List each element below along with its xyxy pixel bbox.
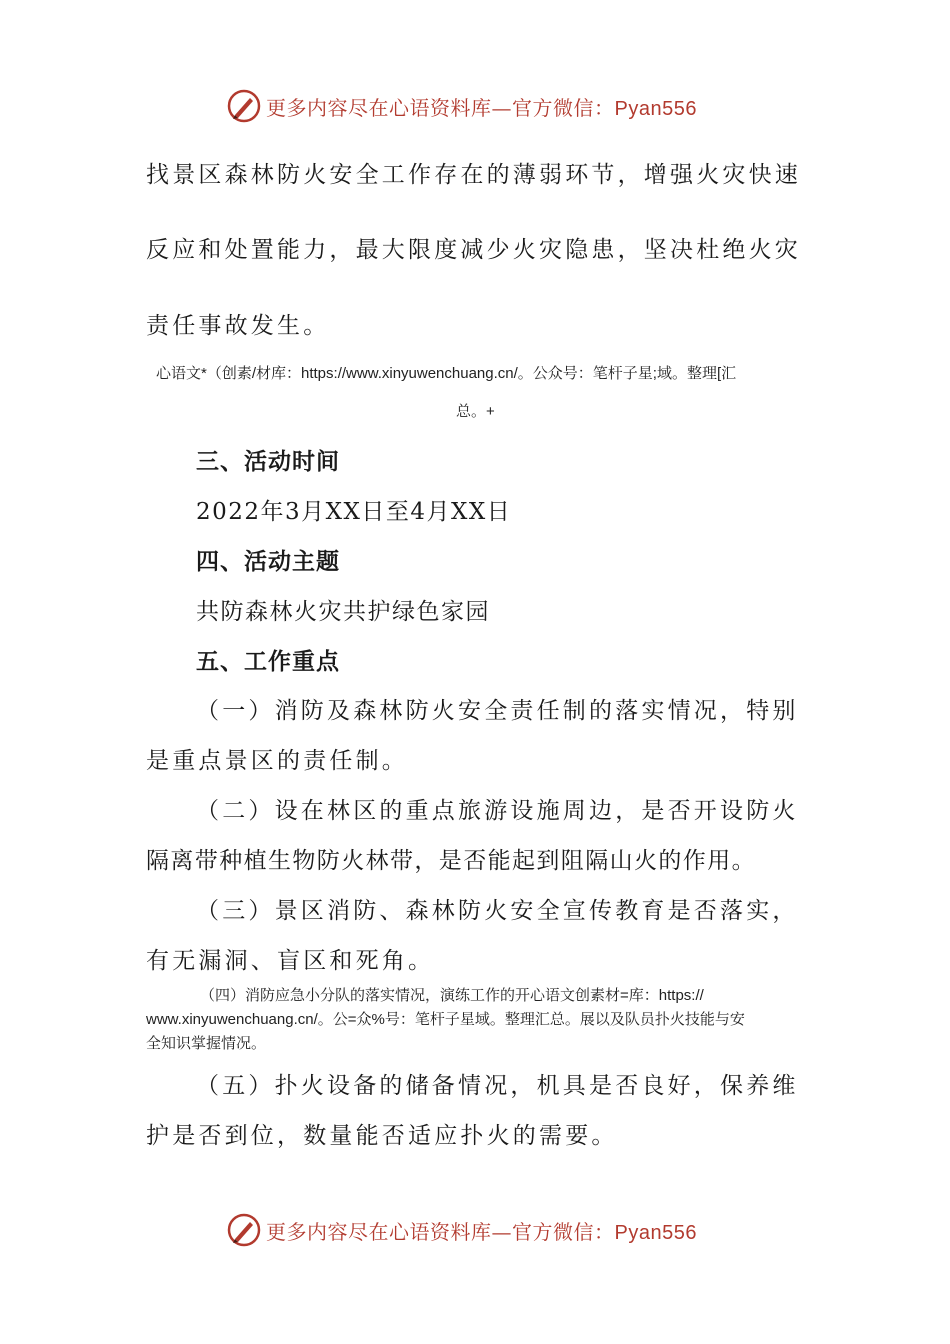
item-4-line-2: www.xinyuwenchuang.cn/。公=众%号：笔杆子星域。整理汇总。展以及队员扑火技能与安 xyxy=(146,1011,745,1028)
item-4-line-3: 全知识掌握情况。 xyxy=(146,1035,267,1052)
header-banner-label: 更多内容尽在心语资料库—官方微信： xyxy=(266,95,615,120)
section-3-content: 2022年3月XX日至4月XX日 xyxy=(196,499,512,525)
intro-line-1: 找景区森林防火安全工作存在的薄弱环节，增强火灾快速 xyxy=(146,162,801,188)
footer-banner-label: 更多内容尽在心语资料库—官方微信： xyxy=(266,1219,615,1244)
footer-wechat-id: Pyan556 xyxy=(614,1221,697,1244)
header-banner xyxy=(226,86,726,126)
header-banner-text xyxy=(266,92,697,121)
section-5-heading: 五、工作重点 xyxy=(196,649,340,675)
item-1-line-1: （一）消防及森林防火安全责任制的落实情况，特别 xyxy=(196,698,799,724)
item-5-line-1: （五）扑火设备的储备情况，机具是否良好，保养维 xyxy=(196,1073,799,1099)
intro-line-2: 反应和处置能力，最大限度减少火灾隐患，坚决杜绝火灾 xyxy=(146,237,801,263)
section-3-heading: 三、活动时间 xyxy=(196,449,340,475)
intro-line-3: 责任事故发生。 xyxy=(146,313,330,339)
section-4-heading: 四、活动主题 xyxy=(196,549,340,575)
item-3-line-1: （三）景区消防、森林防火安全宣传教育是否落实， xyxy=(196,898,799,924)
item-4-line-1: （四）消防应急小分队的落实情况，演练工作的开心语文创素材=库：https:// xyxy=(200,987,704,1004)
section-4-content: 共防森林火灾共护绿色家园 xyxy=(196,599,490,625)
item-3-line-2: 有无漏洞、盲区和死角。 xyxy=(146,948,435,974)
item-2-line-1: （二）设在林区的重点旅游设施周边，是否开设防火 xyxy=(196,798,799,824)
footer-banner xyxy=(226,1210,726,1250)
watermark-line-2: 总。+ xyxy=(456,403,495,420)
watermark-line-1: 心语文*（创素/材库：https://www.xinyuwenchuang.cn/。公众号：笔杆子星;域。整理[汇 xyxy=(156,365,737,382)
footer-banner-text xyxy=(266,1216,697,1245)
item-1-line-2: 是重点景区的责任制。 xyxy=(146,748,408,774)
pen-logo-icon xyxy=(226,88,262,124)
item-2-line-2: 隔离带种植生物防火林带，是否能起到阻隔山火的作用。 xyxy=(146,848,756,874)
pen-logo-icon xyxy=(226,1212,262,1248)
header-wechat-id: Pyan556 xyxy=(614,97,697,120)
item-5-line-2: 护是否到位，数量能否适应扑火的需要。 xyxy=(146,1123,618,1149)
